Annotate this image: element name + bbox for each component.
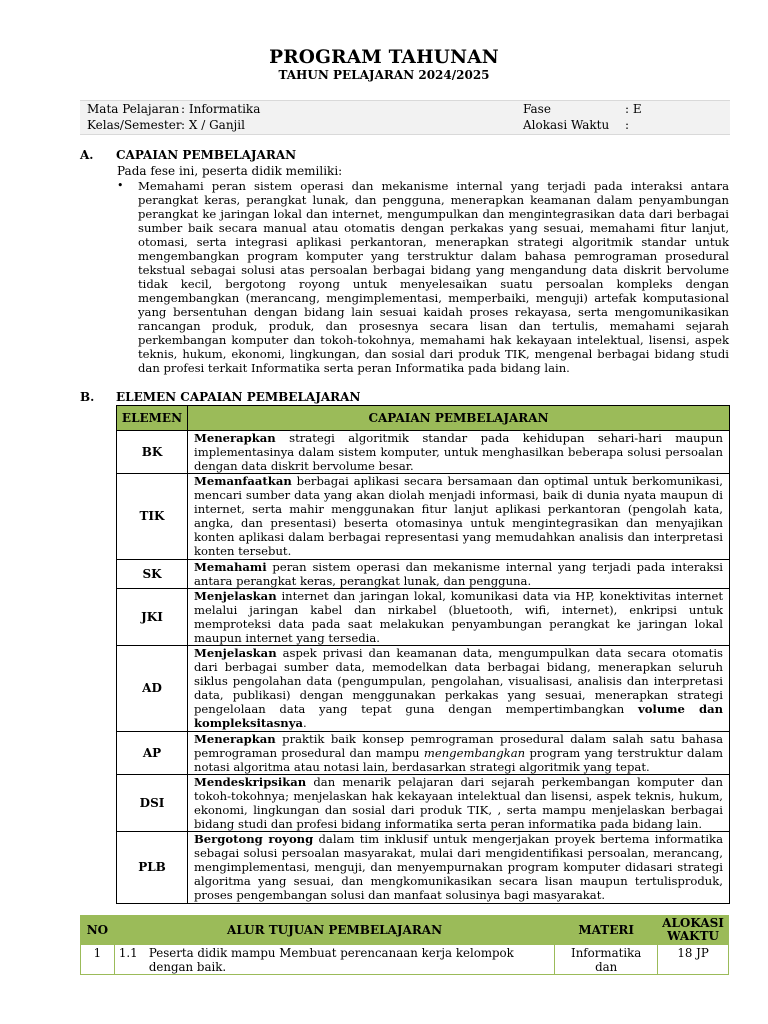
column-header-alur: ALUR TUJUAN PEMBELAJARAN (114, 916, 554, 945)
page-subtitle: TAHUN PELAJARAN 2024/2025 (278, 68, 490, 82)
row-objective (114, 945, 554, 975)
identity-row (80, 101, 730, 118)
column-header-alokasi: ALOKASI WAKTU (658, 916, 729, 945)
element-code: SK (117, 560, 188, 589)
element-code: AD (117, 646, 188, 732)
identity-table (80, 100, 730, 135)
column-header-materi: MATERI (555, 916, 658, 945)
element-description (188, 474, 730, 560)
description-text: praktik baik konsep pemrograman prosedural dalam salah satu bahasa pemrograman prosedural dan mampu (194, 732, 723, 760)
element-code: AP (117, 732, 188, 775)
element-description (188, 431, 730, 474)
description-text: aspek privasi dan keamanan data, mengumpulkan data secara otomatis dari berbagai sumber data, memodelkan data berbagai bidang, menerapkan seluruh siklus pengolahan data (pengumpulan, pengolahan, visualisasi, analisis dan interpretasi data, publikasi) dengan menggunakan perkakas yang sesuai, menerapkan strategi pengelolaan data yang tepat guna dengan mempertimbangkan (194, 646, 723, 716)
identity-label: Kelas/Semester (87, 118, 182, 133)
section-title: ELEMEN CAPAIAN PEMBELAJARAN (116, 390, 361, 404)
column-header-no: NO (81, 916, 115, 945)
description-tail: program yang terstruktur dalam notasi algoritma atau notasi lain, berdasarkan strategi algoritmik yang tepat. (194, 746, 723, 774)
element-code: PLB (117, 832, 188, 904)
identity-label: Alokasi Waktu (523, 118, 610, 133)
element-description (188, 732, 730, 775)
lead-verb: Menerapkan (194, 732, 276, 746)
element-description (188, 560, 730, 589)
emphasis-text: volume dan kompleksitasnya (194, 702, 724, 730)
bullet-item (117, 179, 729, 375)
lead-verb: Mendeskripsikan (194, 775, 307, 789)
identity-label: Fase (523, 101, 551, 116)
table-row (81, 945, 729, 975)
table-row (117, 560, 730, 589)
objective-number: 1.1 (118, 946, 138, 960)
section-letter: B. (80, 390, 95, 404)
row-alokasi: 18 JP (658, 945, 729, 975)
table-row (117, 646, 730, 732)
lead-verb: Menjelaskan (194, 589, 277, 603)
element-code: BK (117, 431, 188, 474)
element-description (188, 775, 730, 832)
description-text: strategi algoritmik standar pada kehidupan sehari-hari maupun implementasinya dalam sistem komputer, untuk menghasilkan beberapa solusi persoalan dengan data diskrit bervolume besar. (194, 431, 723, 473)
page-title: PROGRAM TAHUNAN (269, 47, 499, 68)
lead-verb: Memahami (194, 560, 267, 574)
table-row (117, 589, 730, 646)
bullet-icon: • (117, 179, 124, 192)
column-header-elemen: ELEMEN (117, 406, 188, 431)
lead-verb: Menjelaskan (194, 646, 277, 660)
identity-value: : E (625, 101, 642, 116)
lead-verb: Memanfaatkan (194, 474, 292, 488)
identity-row (80, 118, 730, 135)
objective-text: Peserta didik mampu Membuat perencanaan kerja kelompok dengan baik. (148, 946, 514, 974)
table-row (117, 732, 730, 775)
description-text: dalam tim inklusif untuk mengerjakan proyek bertema informatika sebagai solusi persoalan masyarakat, mulai dari mengidentifikasi persoalan, merancang, mengimplementasi, menguji, dan menyempurnakan program komputer didasari strategi algoritma yang sesuai, dan mengkomunikasikan secara lisan maupun tertulisproduk, proses pengembangan solusi dan manfaat solusinya bagi masyarakat. (194, 832, 723, 902)
section-a-intro: Pada fese ini, peserta didik memiliki: (117, 164, 343, 178)
identity-value: : Informatika (181, 101, 261, 116)
elemen-table (116, 405, 730, 904)
column-header-capaian: CAPAIAN PEMBELAJARAN (188, 406, 730, 431)
section-a-heading (80, 148, 296, 163)
section-title: CAPAIAN PEMBELAJARAN (116, 148, 297, 162)
italic-text: mengembangkan (423, 746, 526, 760)
element-description (188, 646, 730, 732)
table-row (117, 474, 730, 560)
description-tail: . (302, 716, 307, 730)
description-text: berbagai aplikasi secara bersamaan dan optimal untuk berkomunikasi, mencari sumber data yang akan diolah menjadi informasi, baik di dunia nyata maupun di internet, serta mahir menggunakan fitur lanjut aplikasi perkantoran (pengolah kata, angka, dan presentasi) beserta otomasinya untuk mengintegrasikan dan menyajikan konten aplikasi dalam berbagai representasi yang memudahkan analisis dan interpretasi konten tersebut. (194, 474, 723, 558)
section-letter: A. (80, 148, 94, 162)
table-row (117, 431, 730, 474)
row-number: 1 (81, 945, 115, 975)
element-code: DSI (117, 775, 188, 832)
identity-value: : (625, 118, 630, 133)
atp-table (80, 915, 729, 975)
element-description (188, 832, 730, 904)
row-materi: Informatika dan (555, 945, 658, 975)
element-code: JKI (117, 589, 188, 646)
element-code: TIK (117, 474, 188, 560)
table-row (117, 832, 730, 904)
element-description (188, 589, 730, 646)
table-row (117, 775, 730, 832)
description-text: dan menarik pelajaran dari sejarah perkembangan komputer dan tokoh-tokohnya; menjelaskan hak kekayaan intelektual dan lisensi, aspek teknis, hukum, ekonomi, lingkungan dan sosial dari produk TIK, , serta mampu menjelaskan berbagai bidang studi dan profesi bidang informatika serta peran informatika pada bidang lain. (194, 775, 723, 831)
table-header-row (81, 916, 729, 945)
identity-label: Mata Pelajaran (87, 101, 180, 116)
table-header-row (117, 406, 730, 431)
identity-value: : X / Ganjil (181, 118, 245, 133)
description-text: peran sistem operasi dan mekanisme internal yang terjadi pada interaksi antara perangkat keras, perangkat lunak, dan pengguna. (194, 560, 723, 588)
description-text: internet dan jaringan lokal, komunikasi data via HP, konektivitas internet melalui jaringan kabel dan nirkabel (bluetooth, wifi, internet), enkripsi untuk memproteksi data pada saat melakukan penyambungan perangkat ke jaringan lokal maupun internet yang tersedia. (194, 589, 723, 645)
bullet-text: Memahami peran sistem operasi dan mekanisme internal yang terjadi pada interaksi antara perangkat keras, perangkat lunak, dan pengguna, menerapkan keamanan dalam penyambungan perangkat ke jaringan lokal dan internet, mengumpulkan dan mengintegrasikan data dari berbagai sumber baik secara manual atau otomatis dengan perkakas yang sesuai, memahami fitur lanjut, otomasi, serta integrasi aplikasi perkantoran, menerapkan strategi algoritmik standar untuk mengembangkan program komputer yang terstruktur dalam bahasa pemrograman prosedural tekstual sebagai solusi atas persoalan berbagai bidang yang mengandung data diskrit bervolume tidak kecil, bergotong royong untuk menyelesaikan suatu persoalan kompleks dengan mengembangkan (merancang, mengimplementasi, memperbaiki, menguji) artefak komputasional yang bersentuhan dengan bidang lain sesuai kaidah proses rekayasa, serta mengomunikasikan rancangan produk, produk, dan prosesnya secara lisan dan tertulis, memahami sejarah perkembangan komputer dan tokoh-tokohnya, memahami hak kekayaan intelektual, lisensi, aspek teknis, hukum, ekonomi, lingkungan, dan sosial dari produk TIK, mengenal berbagai bidang studi dan profesi terkait Informatika serta peran Informatika pada bidang lain. (138, 179, 729, 375)
lead-verb: Menerapkan (194, 431, 276, 445)
section-b-heading (80, 390, 360, 405)
lead-verb: Bergotong royong (194, 832, 314, 846)
